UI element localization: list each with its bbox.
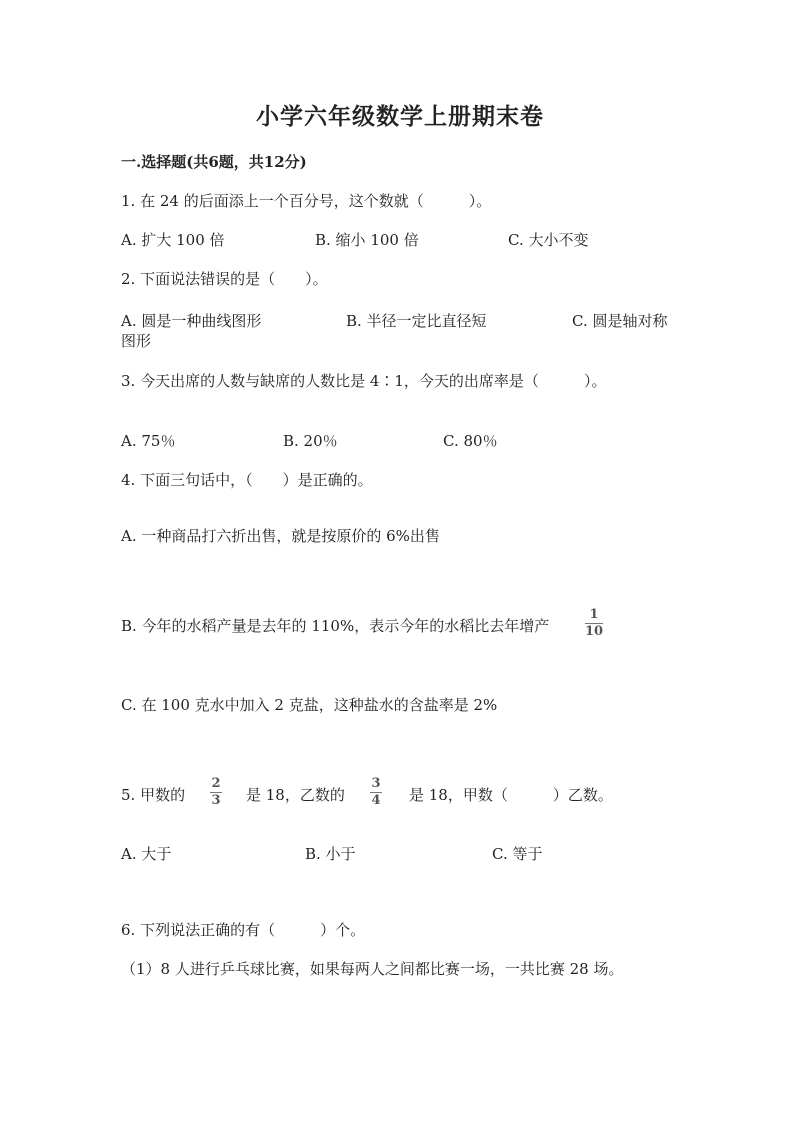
question-5-option-c: C. 等于 xyxy=(492,845,543,863)
question-4-fraction xyxy=(585,608,603,639)
question-5-fraction-1 xyxy=(210,777,222,808)
question-4-option-c: C. 在 100 克水中加入 2 克盐，这种盐水的含盐率是 2% xyxy=(121,696,498,714)
question-3-option-a: A. 75％ xyxy=(121,432,176,450)
question-2-option-a: A. 圆是一种曲线图形 xyxy=(121,312,262,330)
fraction-numerator: 2 xyxy=(211,776,221,791)
question-5-stem-part2: 是 18，乙数的 xyxy=(246,786,345,804)
question-1-option-c: C. 大小不变 xyxy=(508,231,589,249)
question-4-option-b: B. 今年的水稻产量是去年的 110%，表示今年的水稻比去年增产 xyxy=(121,617,550,635)
question-5-stem-part3: 是 18，甲数（ ）乙数。 xyxy=(409,786,613,804)
section-heading-choice: 一.选择题(共6题，共12分) xyxy=(121,153,307,171)
question-5-option-b: B. 小于 xyxy=(305,845,356,863)
fraction-denominator: 3 xyxy=(211,793,221,808)
question-2-option-c-wrap: 图形 xyxy=(121,332,152,350)
fraction-numerator: 1 xyxy=(589,607,599,622)
question-4-option-a: A. 一种商品打六折出售，就是按原价的 6%出售 xyxy=(121,527,440,545)
question-2-stem: 2. 下面说法错误的是（ ）。 xyxy=(121,270,328,288)
question-1-option-b: B. 缩小 100 倍 xyxy=(315,231,419,249)
fraction-numerator: 3 xyxy=(371,776,381,791)
question-2-option-b: B. 半径一定比直径短 xyxy=(346,312,487,330)
question-6-stem: 6. 下列说法正确的有（ ）个。 xyxy=(121,921,366,939)
question-5-stem-part1: 5. 甲数的 xyxy=(121,786,186,804)
question-3-option-b: B. 20％ xyxy=(283,432,338,450)
question-3-option-c: C. 80％ xyxy=(443,432,498,450)
question-1-option-a: A. 扩大 100 倍 xyxy=(121,231,225,249)
question-1-stem: 1. 在 24 的后面添上一个百分号，这个数就（ ）。 xyxy=(121,192,492,210)
fraction-denominator: 4 xyxy=(371,793,381,808)
question-2-option-c: C. 圆是轴对称 xyxy=(572,312,668,330)
question-5-fraction-2 xyxy=(370,777,382,808)
question-5-option-a: A. 大于 xyxy=(121,845,172,863)
question-3-stem: 3. 今天出席的人数与缺席的人数比是 4∶1，今天的出席率是（ ）。 xyxy=(121,372,607,390)
fraction-denominator: 10 xyxy=(585,624,604,639)
question-4-stem: 4. 下面三句话中，（ ）是正确的。 xyxy=(121,471,373,489)
page-title: 小学六年级数学上册期末卷 xyxy=(256,103,544,130)
question-6-item-1: （1）8 人进行乒乓球比赛，如果每两人之间都比赛一场，一共比赛 28 场。 xyxy=(121,960,624,978)
